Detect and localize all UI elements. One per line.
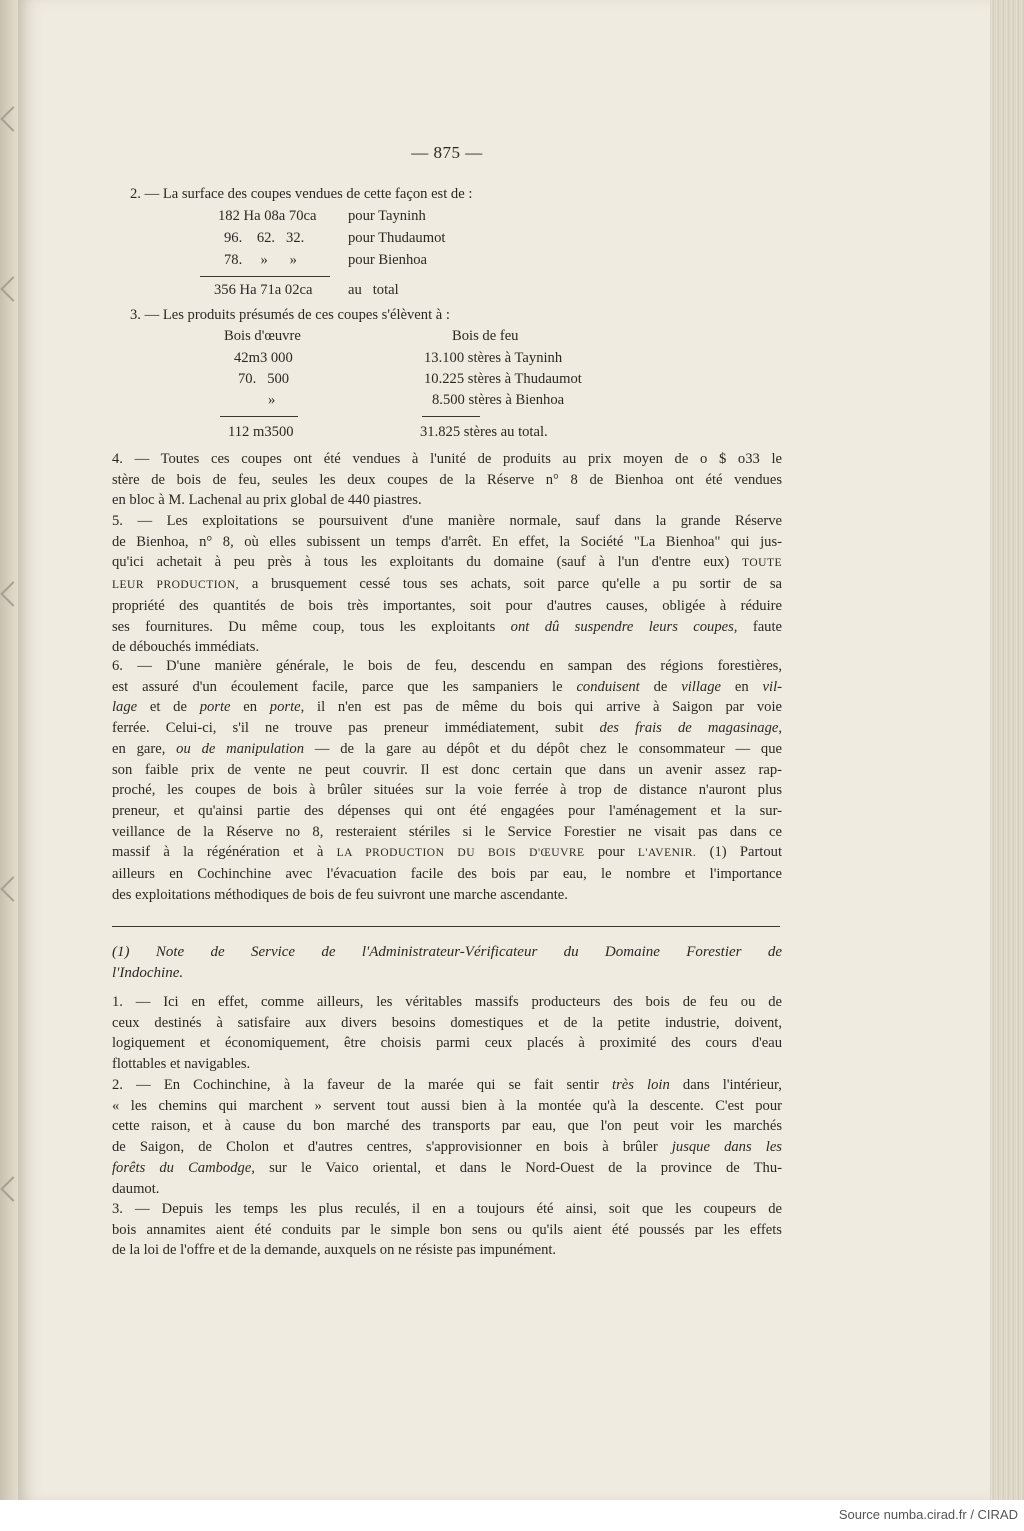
text-line: de la loi de l'offre et de la demande, auxquels on ne résiste pas impunément.	[112, 1242, 557, 1259]
surface-label-thudaumot: pour Thudaumot	[348, 230, 446, 246]
text-line: cette raison, et à cause du bon marché des transports par eau, que l'on peut voir les marchés	[112, 1118, 782, 1135]
page-edges	[990, 0, 1024, 1500]
feu-thudaumot: 10.225 stères à Thudaumot	[424, 371, 582, 387]
paragraph-4	[112, 449, 782, 511]
italic-run: porte,	[269, 699, 305, 716]
surface-value-bienhoa: 78. » »	[224, 252, 297, 268]
italic-run: ou de manipulation	[176, 740, 305, 757]
text-run: ferrée. Celui-ci, s'il ne trouve pas preneur immédiatement, subit	[112, 720, 584, 737]
text-line: (1) Note de Service de l'Administrateur-Vérificateur du Domaine Forestier de	[112, 944, 782, 960]
text-run: est assuré d'un écoulement facile, parce que les sampaniers le	[112, 678, 563, 695]
text-line: bois annamites aient été conduits par le simple bon sens ou qu'ils aient été poussés par les effets	[112, 1221, 782, 1238]
text-line	[112, 718, 782, 739]
paragraph-6	[112, 656, 782, 905]
italic-run: forêts du Cambodge,	[112, 1159, 255, 1176]
text-line: veillance de la Réserve no 8, resteraient stériles si le Service Forestier ne visait pas dans ce	[112, 823, 782, 840]
text-line: son faible prix de vente ne peut couvrir. Il est donc certain que dans un avenir assez rap-	[112, 761, 782, 778]
feu-bienhoa: 8.500 stères à Bienhoa	[432, 392, 565, 408]
text-line: ailleurs en Cochinchine avec l'évacuation facile des bois par eau, le nombre et l'importance	[112, 866, 782, 883]
italic-run: jusque dans les	[671, 1139, 782, 1156]
text-line: 5. — Les exploitations se poursuivent d'une manière normale, sauf dans la grande Réserve	[112, 513, 782, 529]
text-line	[112, 1075, 782, 1096]
text-run: massif à la régénération et à	[112, 844, 324, 861]
section-2-intro: 2. — La surface des coupes vendues de cette façon est de :	[130, 186, 473, 202]
header-bois-feu: Bois de feu	[452, 328, 519, 344]
section-3-intro: 3. — Les produits présumés de ces coupes s'élèvent à :	[130, 307, 450, 323]
page-number: — 875 —	[411, 143, 483, 162]
text-run: sur le Vaico oriental, et dans le Nord-Ouest de la province de Thu-	[269, 1159, 782, 1176]
text-line: ceux destinés à satisfaire aux divers besoins domestiques et de la petite industrie, doivent,	[112, 1014, 782, 1031]
surface-value-thudaumot: 96. 62. 32.	[224, 230, 305, 246]
text-line: 6. — D'une manière générale, le bois de feu, descendu en sampan des régions forestières,	[112, 658, 782, 674]
surface-label-tayninh: pour Tayninh	[348, 208, 426, 224]
text-line: 3. — Depuis les temps les plus reculés, il en a toujours été ainsi, soit que les coupeurs de	[112, 1201, 782, 1217]
text-run: — de la gare au dépôt et du dépôt chez le consommateur — que	[314, 740, 782, 757]
feu-total: 31.825 stères au total.	[420, 424, 548, 440]
italic-run: lage	[112, 699, 138, 716]
text-line	[112, 1137, 782, 1158]
oeuvre-bienhoa: »	[268, 392, 276, 408]
italic-run: porte	[199, 699, 231, 716]
footnote-paragraph-2	[112, 1075, 782, 1199]
italic-run: des frais de magasinage,	[599, 720, 783, 737]
text-line: logiquement et économiquement, être choisis parmi ceux placés à proximité des cours d'eau	[112, 1035, 782, 1052]
text-line: des exploitations méthodiques de bois de feu suivront une marche ascendante.	[112, 886, 568, 903]
oeuvre-tayninh: 42m3 000	[234, 350, 293, 366]
text-line: en bloc à M. Lachenal au prix global de 440 piastres.	[112, 492, 422, 509]
small-caps-run: L'AVENIR.	[637, 847, 697, 860]
source-credit: Source numba.cirad.fr / CIRAD	[838, 1507, 1018, 1522]
sum-rule	[200, 276, 330, 277]
text-run: faute	[752, 618, 782, 635]
text-run: 2. — En Cochinchine, à la faveur de la marée qui se fait sentir	[112, 1077, 599, 1093]
text-run: dans l'intérieur,	[682, 1077, 782, 1093]
sum-rule	[422, 416, 480, 417]
italic-run: vil-	[762, 678, 782, 695]
text-line: 1. — Ici en effet, comme ailleurs, les véritables massifs producteurs des bois de feu ou de	[112, 994, 782, 1010]
footnote-paragraph-1	[112, 992, 782, 1075]
text-line	[112, 739, 782, 760]
text-line: de Bienhoa, n° 8, où elles subissent un temps d'arrêt. En effet, la Société "La Bienhoa" qui jus-	[112, 533, 782, 550]
footnote-title	[112, 942, 782, 984]
small-caps-run: LEUR PRODUCTION,	[112, 579, 240, 592]
text-line: propriété des quantités de bois très importantes, soit pour d'autres causes, obligée à réduire	[112, 597, 782, 614]
text-line: stère de bois de feu, seules les deux coupes de la Réserve n° 8 de Bienhoa ont été vendues	[112, 471, 782, 488]
text-line: proché, les coupes de bois à brûler situées sur la voie ferrée à trop de distance n'auront plus	[112, 782, 782, 799]
header-bois-oeuvre: Bois d'œuvre	[224, 328, 301, 344]
italic-run: conduisent	[576, 678, 640, 695]
text-line	[112, 617, 782, 638]
text-run: il n'en est pas de même du bois qui arrive à Saigon par voie	[317, 699, 782, 716]
text-run: de Saigon, de Cholon et d'autres centres, s'approvisionner en bois à brûler	[112, 1139, 658, 1156]
text-run: qu'ici achetait à peu près à tous les exploitants du domaine (sauf à l'un d'entre eux)	[112, 554, 730, 571]
small-caps-run: TOUTE	[742, 557, 782, 570]
text-line: preneur, et qu'ainsi partie des dépenses qui ont été engagées pour l'aménagement et la sur-	[112, 802, 782, 819]
text-line: daumot.	[112, 1180, 160, 1197]
feu-tayninh: 13.100 stères à Tayninh	[424, 350, 563, 366]
text-line	[112, 697, 782, 718]
text-run: (1) Partout	[709, 844, 783, 861]
text-line	[112, 574, 782, 596]
oeuvre-thudaumot: 70. 500	[238, 371, 290, 387]
text-run: pour	[597, 844, 625, 861]
text-run: a brusquement cessé tous ses achats, soit parce qu'elle a pu sortir de sa	[251, 576, 782, 593]
footnote-separator	[112, 926, 780, 927]
text-line: de débouchés immédiats.	[112, 639, 260, 656]
text-run: en	[734, 678, 749, 695]
oeuvre-total: 112 m3500	[228, 424, 294, 440]
footnote-paragraph-3	[112, 1199, 782, 1261]
text-run: en gare,	[112, 740, 166, 757]
text-run: et de	[149, 699, 187, 716]
small-caps-run: LA PRODUCTION DU BOIS D'ŒUVRE	[336, 847, 585, 860]
text-run: ses fournitures. Du même coup, tous les exploitants	[112, 618, 496, 635]
paragraph-5	[112, 511, 782, 658]
text-line: 4. — Toutes ces coupes ont été vendues à l'unité de produits au prix moyen de o $ o33 le	[112, 451, 782, 467]
text-run: en	[243, 699, 258, 716]
text-line	[112, 552, 782, 574]
text-line	[112, 842, 782, 864]
surface-value-tayninh: 182 Ha 08a 70ca	[218, 208, 317, 224]
text-line	[112, 1158, 782, 1179]
text-line: flottables et navigables.	[112, 1056, 251, 1073]
surface-total-value: 356 Ha 71a 02ca	[214, 282, 313, 298]
sum-rule	[220, 416, 298, 417]
text-run: de	[653, 678, 668, 695]
italic-run: très loin	[612, 1077, 670, 1093]
text-line: « les chemins qui marchent » servent tout aussi bien à la montée qu'à la descente. C'est pour	[112, 1097, 782, 1114]
italic-run: ont dû suspendre leurs coupes,	[510, 618, 738, 635]
surface-label-bienhoa: pour Bienhoa	[348, 252, 428, 268]
text-line	[112, 677, 782, 698]
italic-run: village	[681, 678, 721, 695]
text-line: l'Indochine.	[112, 965, 184, 981]
surface-total-label: au total	[348, 282, 399, 298]
